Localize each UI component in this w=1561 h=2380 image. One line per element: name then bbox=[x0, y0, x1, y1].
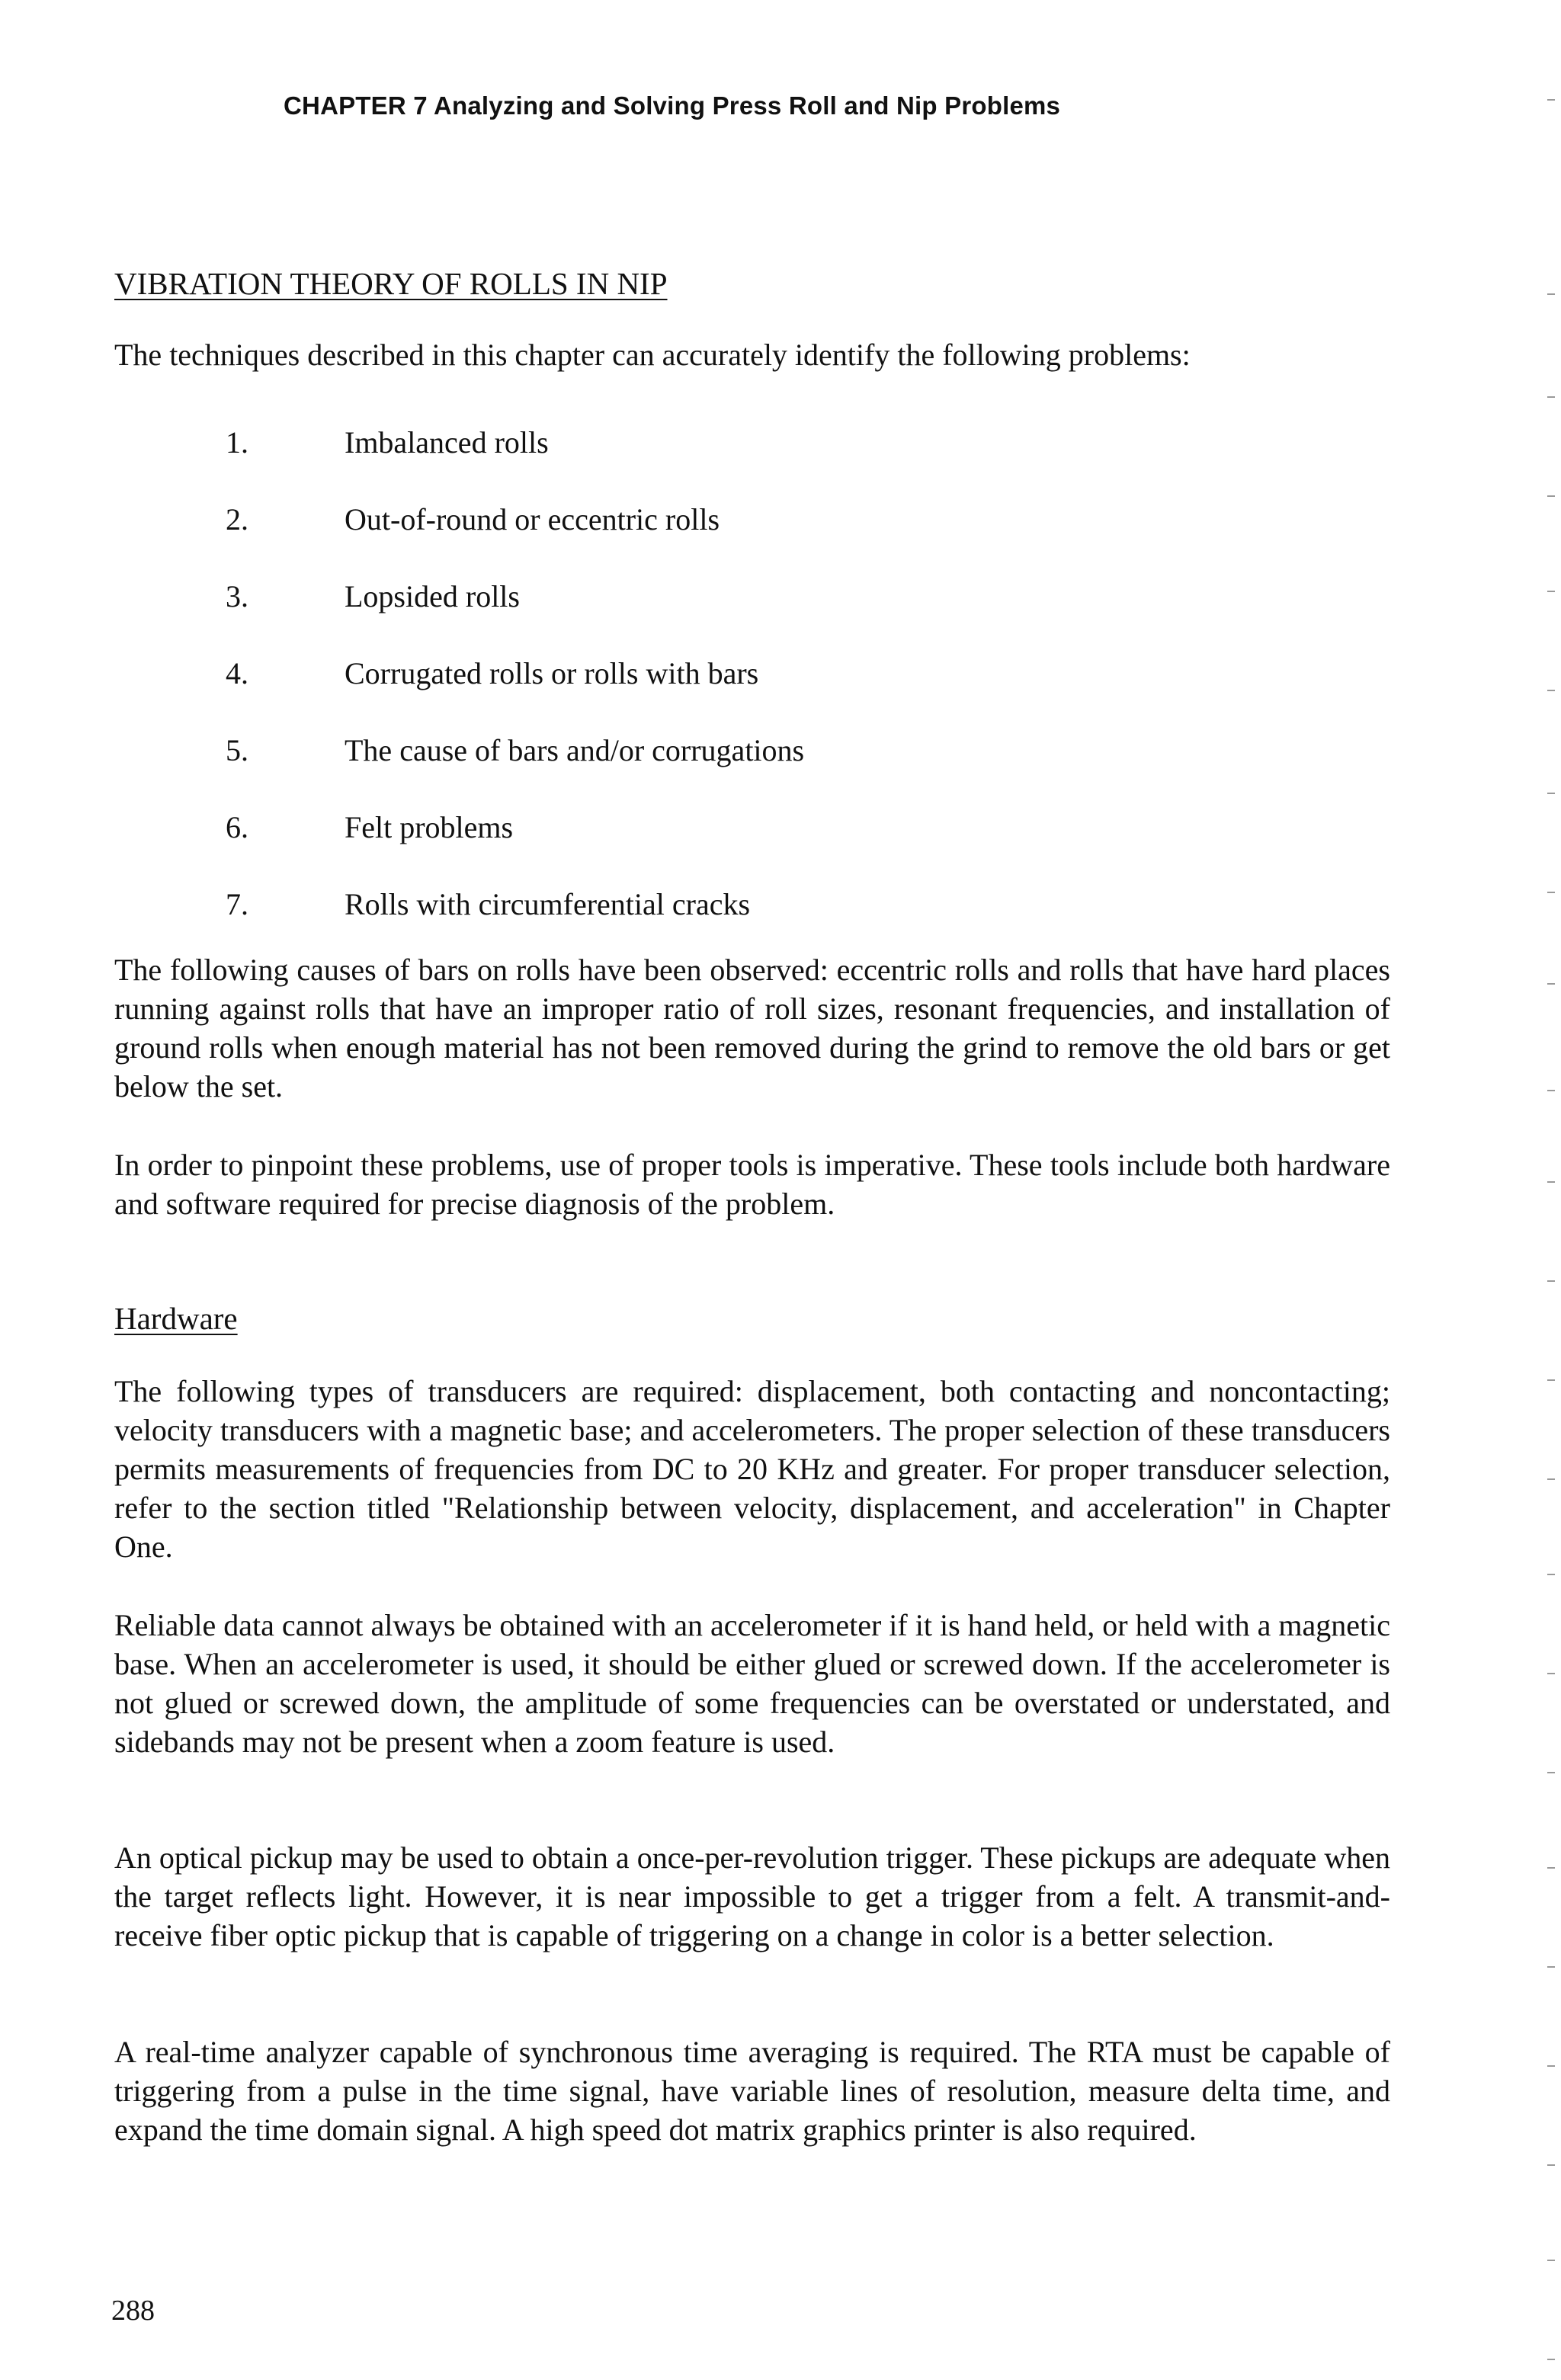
scan-edge-mark bbox=[1547, 1478, 1555, 1480]
list-number: 1. bbox=[226, 425, 248, 460]
scan-edge-mark bbox=[1547, 983, 1555, 985]
scan-edge-mark bbox=[1547, 793, 1555, 794]
page-number: 288 bbox=[111, 2295, 155, 2327]
list-number: 7. bbox=[226, 887, 248, 921]
tools-paragraph: In order to pinpoint these problems, use of proper tools is imperative. These tools include both hardware and software required for precise diagnosis of the problem. bbox=[114, 1148, 1390, 1221]
scan-edge-mark bbox=[1547, 1966, 1555, 1968]
list-text: Felt problems bbox=[345, 810, 514, 844]
scan-edge-mark bbox=[1547, 1280, 1555, 1282]
accelerometer-paragraph: Reliable data cannot always be obtained with an accelerometer if it is hand held, or held with a magnetic base. When an accelerometer is used, it should be either glued or screwed down. If the accelerometer is not glued or screwed down, the amplitude of some frequencies can be overstated or understated, and sidebands may not be present when a zoom feature is used. bbox=[114, 1608, 1390, 1759]
list-text: Imbalanced rolls bbox=[345, 425, 549, 460]
scan-edge-mark bbox=[1547, 2260, 1555, 2261]
scan-edge-mark bbox=[1547, 1772, 1555, 1773]
scan-edge-mark bbox=[1547, 1673, 1555, 1674]
list-text: Rolls with circumferential cracks bbox=[345, 887, 751, 921]
scan-edge-mark bbox=[1547, 1574, 1555, 1575]
list-number: 6. bbox=[226, 810, 248, 844]
list-number: 3. bbox=[226, 579, 248, 613]
scan-edge-mark bbox=[1547, 2164, 1555, 2166]
scan-edge-mark bbox=[1547, 1090, 1555, 1091]
scan-edge-mark bbox=[1547, 293, 1555, 295]
scan-edge-mark bbox=[1547, 2359, 1555, 2360]
list-number: 4. bbox=[226, 656, 248, 690]
running-head: CHAPTER 7 Analyzing and Solving Press Roll and Nip Problems bbox=[284, 91, 1061, 120]
scan-edge-mark bbox=[1547, 99, 1555, 101]
list-number: 2. bbox=[226, 502, 248, 537]
transducers-paragraph: The following types of transducers are required: displacement, both contacting and noncontacting; velocity transducers with a magnetic base; and accelerometers. The proper selection of these transducers permits measurements of frequencies from DC to 20 KHz and greater. For proper transducer selection, refer to the section titled "Relationship between velocity, displacement, and acceleration" in Chapter One. bbox=[114, 1374, 1390, 1564]
scan-edge-mark bbox=[1547, 1379, 1555, 1381]
scan-edge-mark bbox=[1547, 2065, 1555, 2067]
list-number: 5. bbox=[226, 733, 248, 767]
scan-edge-mark bbox=[1547, 892, 1555, 893]
optical-pickup-paragraph: An optical pickup may be used to obtain a once-per-revolution trigger. These pickups are adequate when the target reflects light. However, it is near impossible to get a trigger from a felt. A transmit-and-receive fiber optic pickup that is capable of triggering on a change in color is a better selection. bbox=[114, 1840, 1390, 1952]
scan-edge-mark bbox=[1547, 591, 1555, 592]
scan-edge-mark bbox=[1547, 1867, 1555, 1869]
scan-edge-mark bbox=[1547, 495, 1555, 497]
intro-paragraph: The techniques described in this chapter can accurately identify the following problems: bbox=[114, 338, 1191, 372]
section-title: VIBRATION THEORY OF ROLLS IN NIP bbox=[114, 266, 668, 301]
list-text: Lopsided rolls bbox=[345, 579, 520, 613]
list-text: The cause of bars and/or corrugations bbox=[345, 733, 805, 767]
scan-edge-mark bbox=[1547, 396, 1555, 398]
causes-paragraph: The following causes of bars on rolls have been observed: eccentric rolls and rolls that have hard places running against rolls that have an improper ratio of roll sizes, resonant frequencies, and installation of ground rolls when enough material has not been removed during the grind to remove the old bars or get below the set. bbox=[114, 953, 1390, 1104]
list-text: Out-of-round or eccentric rolls bbox=[345, 502, 720, 537]
scan-edge-mark bbox=[1547, 1181, 1555, 1183]
analyzer-paragraph: A real-time analyzer capable of synchronous time averaging is required. The RTA must be capable of triggering from a pulse in the time signal, have variable lines of resolution, measure delta time, and expand the time domain signal. A high speed dot matrix graphics printer is also required. bbox=[114, 2035, 1390, 2147]
hardware-heading: Hardware bbox=[114, 1301, 238, 1336]
scan-edge-mark bbox=[1547, 690, 1555, 691]
list-text: Corrugated rolls or rolls with bars bbox=[345, 656, 759, 690]
